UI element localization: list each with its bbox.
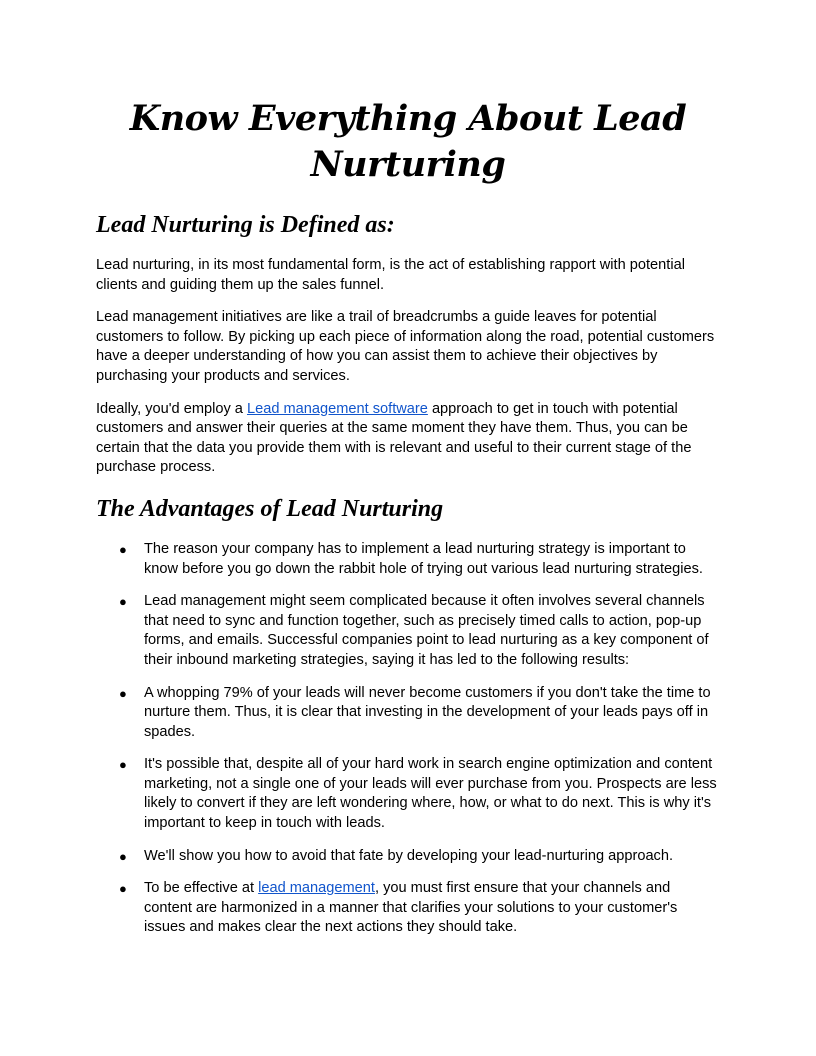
paragraph-text-before-link: Ideally, you'd employ a [96,400,247,417]
list-item [96,879,720,938]
advantages-list [96,540,720,938]
list-item [96,684,720,743]
list-item-text: Lead management might seem complicated because it often involves several channels that need to sync and function together, such as precisely timed calls to action, pop-up forms, and emails. Successful companies point to lead nurturing as a key component of their inbound marketing strategies, saying it has led to the following results: [144,593,709,668]
lead-management-software-link[interactable]: Lead management software [246,400,428,417]
list-item-text-after-link: , you must first ensure that your channels and content are harmonized in a manner that clarifies your solutions to your customer's issues and makes clear the next actions they should take. [144,880,678,936]
section-heading-advantages: The Advantages of Lead Nurturing [96,495,444,522]
list-item-text: A whopping 79% of your leads will never become customers if you don't take the time to nurture them. Thus, it is clear that investing in the development of your leads pays off in spades. [144,684,711,740]
lead-management-link[interactable]: lead management [258,880,375,897]
list-item-text: The reason your company has to implement a lead nurturing strategy is important to know before you go down the rabbit hole of trying out various lead nurturing strategies. [144,540,703,577]
bullet-icon: ● [119,594,127,610]
list-item-text: It's possible that, despite all of your hard work in search engine optimization and content marketing, not a single one of your leads will ever purchase from you. Prospects are less likely to convert if they are left wondering where, how, or what to do next. This is why it's important to keep in touch with leads. [144,756,717,832]
list-item [96,847,720,867]
page-title: Know Everything About Lead Nurturing [129,98,687,185]
list-item [96,540,720,579]
paragraph-breadcrumbs: Lead management initiatives are like a trail of breadcrumbs a guide leaves for potential customers to follow. By picking up each piece of information along the road, potential customers have a deeper understanding of how you can assist them to achieve their objectives by purchasing your products and services. [96,309,715,384]
paragraph-text-after-link: approach to get in touch with potential customers and answer their queries at the same moment they have them. Thus, you can be certain that the data you provide them with is relevant and useful to their current stage of the purchase process. [96,400,692,476]
paragraph-software [96,400,720,478]
bullet-icon: ● [119,685,127,701]
list-item [96,592,720,670]
list-item [96,755,720,833]
list-item-text: We'll show you how to avoid that fate by developing your lead-nurturing approach. [144,847,674,864]
bullet-icon: ● [119,881,127,897]
list-item-text-before-link: To be effective at [144,880,259,897]
bullet-icon: ● [119,541,127,557]
bullet-icon: ● [119,757,127,773]
paragraph-definition: Lead nurturing, in its most fundamental form, is the act of establishing rapport with potential clients and guiding them up the sales funnel. [96,257,685,293]
bullet-icon: ● [119,848,127,864]
section-heading-defined: Lead Nurturing is Defined as: [96,212,395,238]
